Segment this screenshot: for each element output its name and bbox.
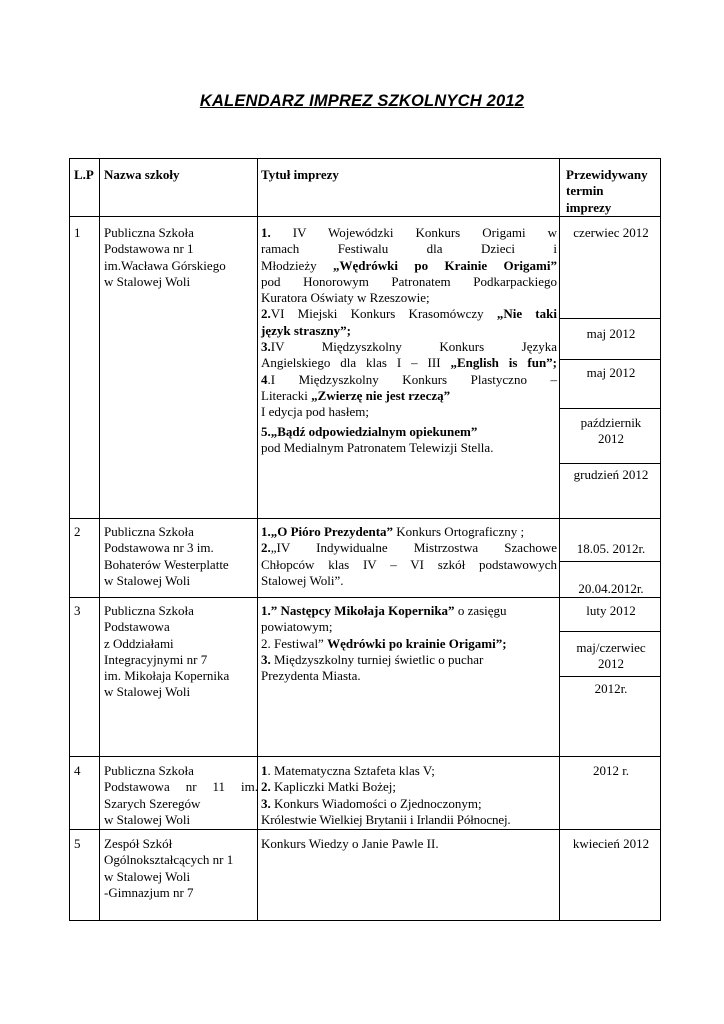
term-divider [559, 318, 660, 319]
header-lp: L.P [74, 167, 94, 182]
row-1-events: 1. IV Wojewódzki Konkurs Origami w ramach Festiwalu dla Dzieci i Młodzieży „Wędrówki po Krainie Origami” pod Honorowym Patronatem Podkarpackiego Kuratora Oświaty w Rzeszowie; 2.VI Miejski Konkurs Krasomówczy „Nie taki język straszny”; 3.IV Międzyszkolny Konkurs Języka Angielskiego dla klas I – III „English is fun”; 4.I Międzyszkolny Konkurs Plastyczno – Literacki „Zwierzę nie jest rzeczą” I edycja pod hasłem; 5.„Bądź odpowiedzialnym opiekunem” pod Medialnym Patronatem Telewizji Stella. [261, 225, 558, 455]
row-4-lp: 4 [74, 763, 81, 778]
term-divider [559, 463, 660, 464]
row-divider [70, 829, 660, 830]
term-divider [559, 631, 660, 632]
row-4-events: 1. Matematyczna Sztafeta klas V; 2. Kapliczki Matki Bożej; 3. Konkurs Wiadomości o Zjednoczonym; Królestwie Wielkiej Brytanii i Irlandii Północnej. [261, 763, 511, 827]
header-school-name: Nazwa szkoły [104, 167, 180, 182]
row-1-school-name: Publiczna Szkoła Podstawowa nr 1 im.Wacława Górskiego w Stalowej Woli [104, 225, 226, 289]
row-1-term-1: czerwiec 2012 [573, 225, 649, 240]
row-1-term-4: październik 2012 [580, 415, 642, 447]
row-1-term-2: maj 2012 [586, 326, 636, 341]
term-divider [559, 359, 660, 360]
row-3-school-name: Publiczna Szkoła Podstawowa z Oddziałami Integracyjnymi nr 7 im. Mikołaja Kopernika w Stalowej Woli [104, 603, 230, 700]
column-divider [559, 159, 560, 920]
term-divider [559, 676, 660, 677]
row-1-lp: 1 [74, 225, 81, 240]
header-event-title: Tytuł imprezy [261, 167, 339, 182]
column-divider [99, 159, 100, 920]
row-divider [70, 518, 660, 519]
row-3-term-2: maj/czerwiec 2012 [576, 640, 646, 672]
row-3-events: 1.” Następcy Mikołaja Kopernika” o zasięgu powiatowym; 2. Festiwal” Wędrówki po krainie Origami”; 3. Międzyszkolny turniej świetlic o puchar Prezydenta Miasta. [261, 603, 507, 684]
row-4-term-1: 2012 r. [592, 763, 630, 778]
row-2-school-name: Publiczna Szkoła Podstawowa nr 3 im. Bohaterów Westerplatte w Stalowej Woli [104, 524, 229, 588]
term-divider [559, 561, 660, 562]
row-3-term-3: 2012r. [594, 681, 628, 696]
events-table [69, 158, 661, 921]
row-1-term-5: grudzień 2012 [573, 467, 649, 482]
row-divider [70, 216, 660, 217]
row-5-events: Konkurs Wiedzy o Janie Pawle II. [261, 836, 439, 851]
row-2-term-1: 18.05. 2012r. [576, 541, 646, 556]
row-3-lp: 3 [74, 603, 81, 618]
row-5-term-1: kwiecień 2012 [572, 836, 650, 851]
row-5-school-name: Zespół Szkół Ogólnokształcących nr 1 w Stalowej Woli -Gimnazjum nr 7 [104, 836, 234, 900]
document-title: KALENDARZ IMPREZ SZKOLNYCH 2012 [199, 92, 525, 110]
row-4-school-name: Publiczna Szkoła Podstawowa nr 11 im. Szarych Szeregów w Stalowej Woli [104, 763, 258, 827]
row-3-term-1: luty 2012 [586, 603, 636, 618]
row-1-term-3: maj 2012 [586, 365, 636, 380]
header-term: Przewidywany termin imprezy [566, 167, 648, 215]
row-5-lp: 5 [74, 836, 81, 851]
term-divider [559, 408, 660, 409]
row-2-term-2: 20.04.2012r. [578, 581, 644, 596]
row-2-lp: 2 [74, 524, 81, 539]
row-divider [70, 756, 660, 757]
row-2-events: 1.„O Pióro Prezydenta” Konkurs Ortograficzny ; 2.„IV Indywidualne Mistrzostwa Szachowe Chłopców klas IV – VI szkół podstawowych Stalowej Woli”. [261, 524, 557, 588]
